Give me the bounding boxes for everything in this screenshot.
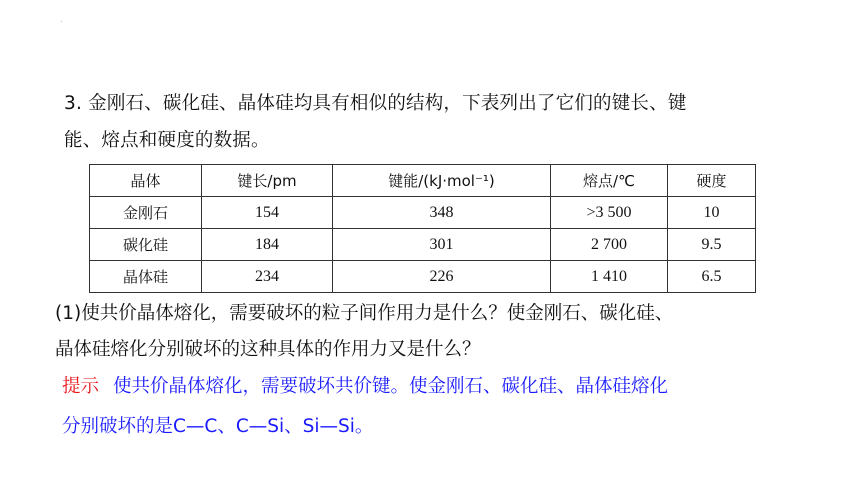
bond-data-table [89, 164, 756, 293]
table-row [90, 229, 756, 261]
question-line-2: 能、熔点和硬度的数据。 [64, 130, 270, 151]
table-row [90, 197, 756, 229]
table-header-row [90, 165, 756, 197]
subquestion-line-2: 晶体硅熔化分别破坏的这种具体的作用力又是什么？ [55, 339, 481, 360]
cell-bond-length: 154 [202, 197, 333, 229]
header-hardness: 硬度 [668, 165, 756, 197]
cell-bond-energy: 226 [333, 261, 551, 293]
hint-text-1: 使共价晶体熔化，需要破坏共价键。使金刚石、碳化硅、晶体硅熔化 [113, 376, 669, 397]
hint-label: 提示 [62, 376, 100, 397]
hint-line-2: 分别破坏的是C—C、C—Si、Si—Si。 [62, 416, 374, 437]
hint-line-1 [62, 374, 668, 400]
cell-crystal: 金刚石 [90, 197, 202, 229]
cell-bond-energy: 348 [333, 197, 551, 229]
cell-bond-length: 234 [202, 261, 333, 293]
cell-bond-energy: 301 [333, 229, 551, 261]
corner-mark: · [60, 17, 63, 26]
cell-crystal: 碳化硅 [90, 229, 202, 261]
cell-hardness: 10 [668, 197, 756, 229]
cell-hardness: 9.5 [668, 229, 756, 261]
question-line-1: 3. 金刚石、碳化硅、晶体硅均具有相似的结构，下表列出了它们的键长、键 [64, 93, 687, 114]
header-bond-energy: 键能/(kJ·mol⁻¹) [333, 165, 551, 197]
cell-melting-point: 1 410 [551, 261, 668, 293]
cell-hardness: 6.5 [668, 261, 756, 293]
cell-bond-length: 184 [202, 229, 333, 261]
cell-melting-point: 2 700 [551, 229, 668, 261]
header-bond-length: 键长/pm [202, 165, 333, 197]
header-crystal: 晶体 [90, 165, 202, 197]
header-melting-point: 熔点/℃ [551, 165, 668, 197]
table-row [90, 261, 756, 293]
cell-melting-point: >3 500 [551, 197, 668, 229]
subquestion-line-1: (1)使共价晶体熔化，需要破坏的粒子间作用力是什么？使金刚石、碳化硅、 [55, 303, 674, 324]
cell-crystal: 晶体硅 [90, 261, 202, 293]
